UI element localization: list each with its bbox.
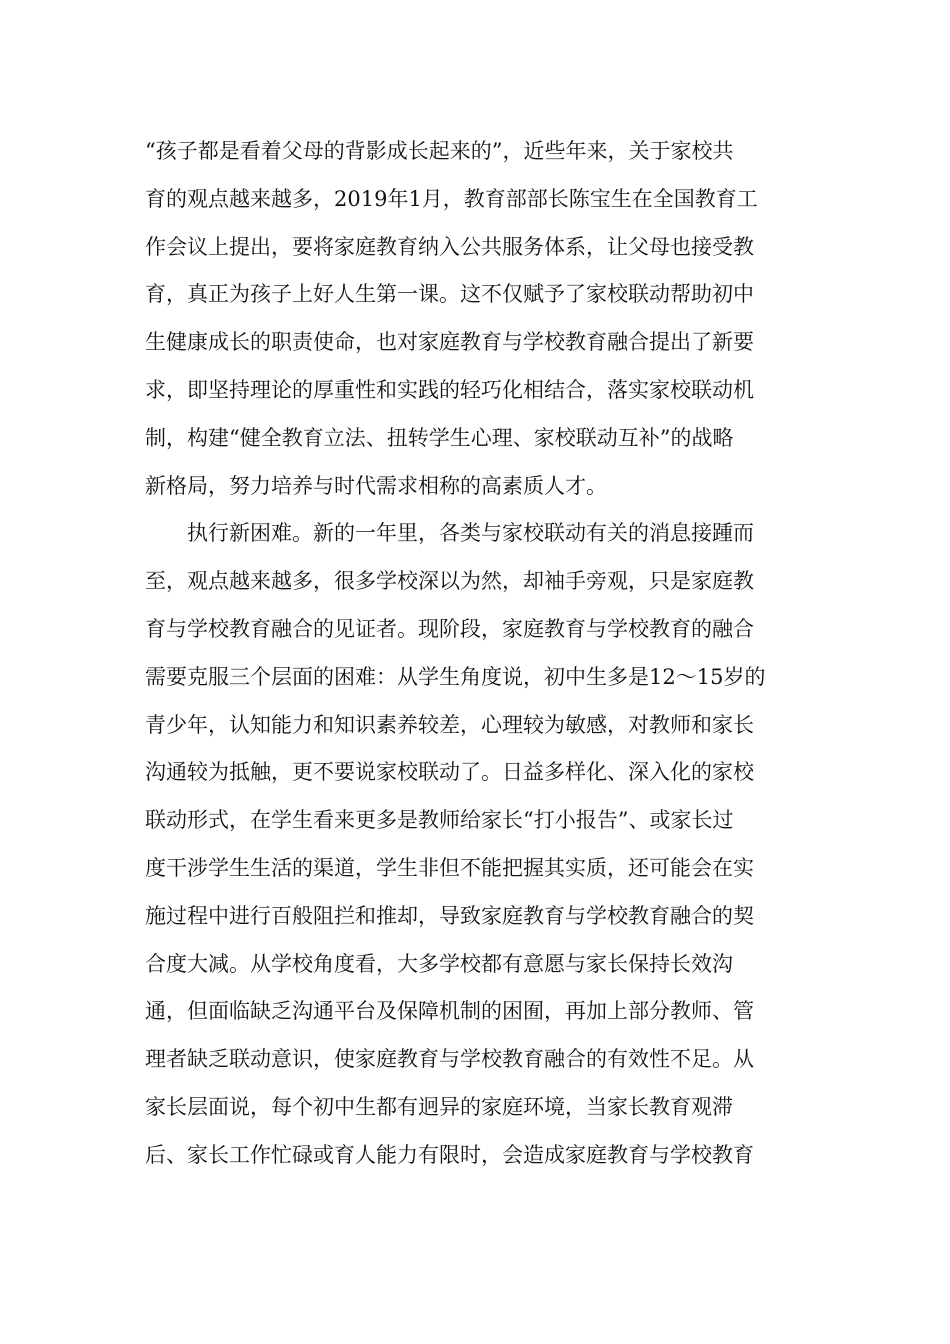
text-line: 理者缺乏联动意识，使家庭教育与学校教育融合的有效性不足。从 xyxy=(145,1047,754,1072)
text-line: 施过程中进行百般阻拦和推却，导致家庭教育与学校教育融合的契 xyxy=(145,903,754,928)
text-line: 合度大减。从学校角度看，大多学校都有意愿与家长保持长效沟 xyxy=(145,951,733,976)
text-line: 后、家长工作忙碌或育人能力有限时，会造成家庭教育与学校教育 xyxy=(145,1142,754,1167)
text-line: 通，但面临缺乏沟通平台及保障机制的困囿，再加上部分教师、管 xyxy=(145,999,754,1024)
text-line: 求，即坚持理论的厚重性和实践的轻巧化相结合，落实家校联动机 xyxy=(145,377,754,402)
text-line: 制，构建“健全教育立法、扭转学生心理、家校联动互补”的战略 xyxy=(145,425,734,450)
text-line: “孩子都是看着父母的背影成长起来的”，近些年来，关于家校共 xyxy=(145,139,734,163)
text-line: 作会议上提出，要将家庭教育纳入公共服务体系，让父母也接受教 xyxy=(145,234,754,259)
text-line: 度干涉学生生活的渠道，学生非但不能把握其实质，还可能会在实 xyxy=(145,855,754,880)
paragraph-1 xyxy=(145,128,815,510)
text-line: 育与学校教育融合的见证者。现阶段，家庭教育与学校教育的融合 xyxy=(145,616,754,641)
text-line: 育的观点越来越多，2019年1月，教育部部长陈宝生在全国教育工 xyxy=(145,186,758,211)
text-line: 至，观点越来越多，很多学校深以为然，却袖手旁观，只是家庭教 xyxy=(145,569,754,594)
text-line: 沟通较为抵触，更不要说家校联动了。日益多样化、深入化的家校 xyxy=(145,760,754,785)
text-line: 新格局，努力培养与时代需求相称的高素质人才。 xyxy=(145,473,607,498)
text-line: 家长层面说，每个初中生都有迥异的家庭环境，当家长教育观滞 xyxy=(145,1094,733,1119)
text-line: 青少年，认知能力和知识素养较差，心理较为敏感，对教师和家长 xyxy=(145,712,754,737)
text-line: 执行新困难。新的一年里，各类与家校联动有关的消息接踵而 xyxy=(187,521,754,546)
text-line: 育，真正为孩子上好人生第一课。这不仅赋予了家校联动帮助初中 xyxy=(145,282,754,307)
text-line: 需要克服三个层面的困难：从学生角度说，初中生多是12～15岁的 xyxy=(145,664,766,689)
text-line: 生健康成长的职责使命，也对家庭教育与学校教育融合提出了新要 xyxy=(145,330,754,355)
text-line: 联动形式，在学生看来更多是教师给家长“打小报告”、或家长过 xyxy=(145,808,734,833)
paragraph-2 xyxy=(145,510,815,1179)
document-body xyxy=(145,128,815,1180)
